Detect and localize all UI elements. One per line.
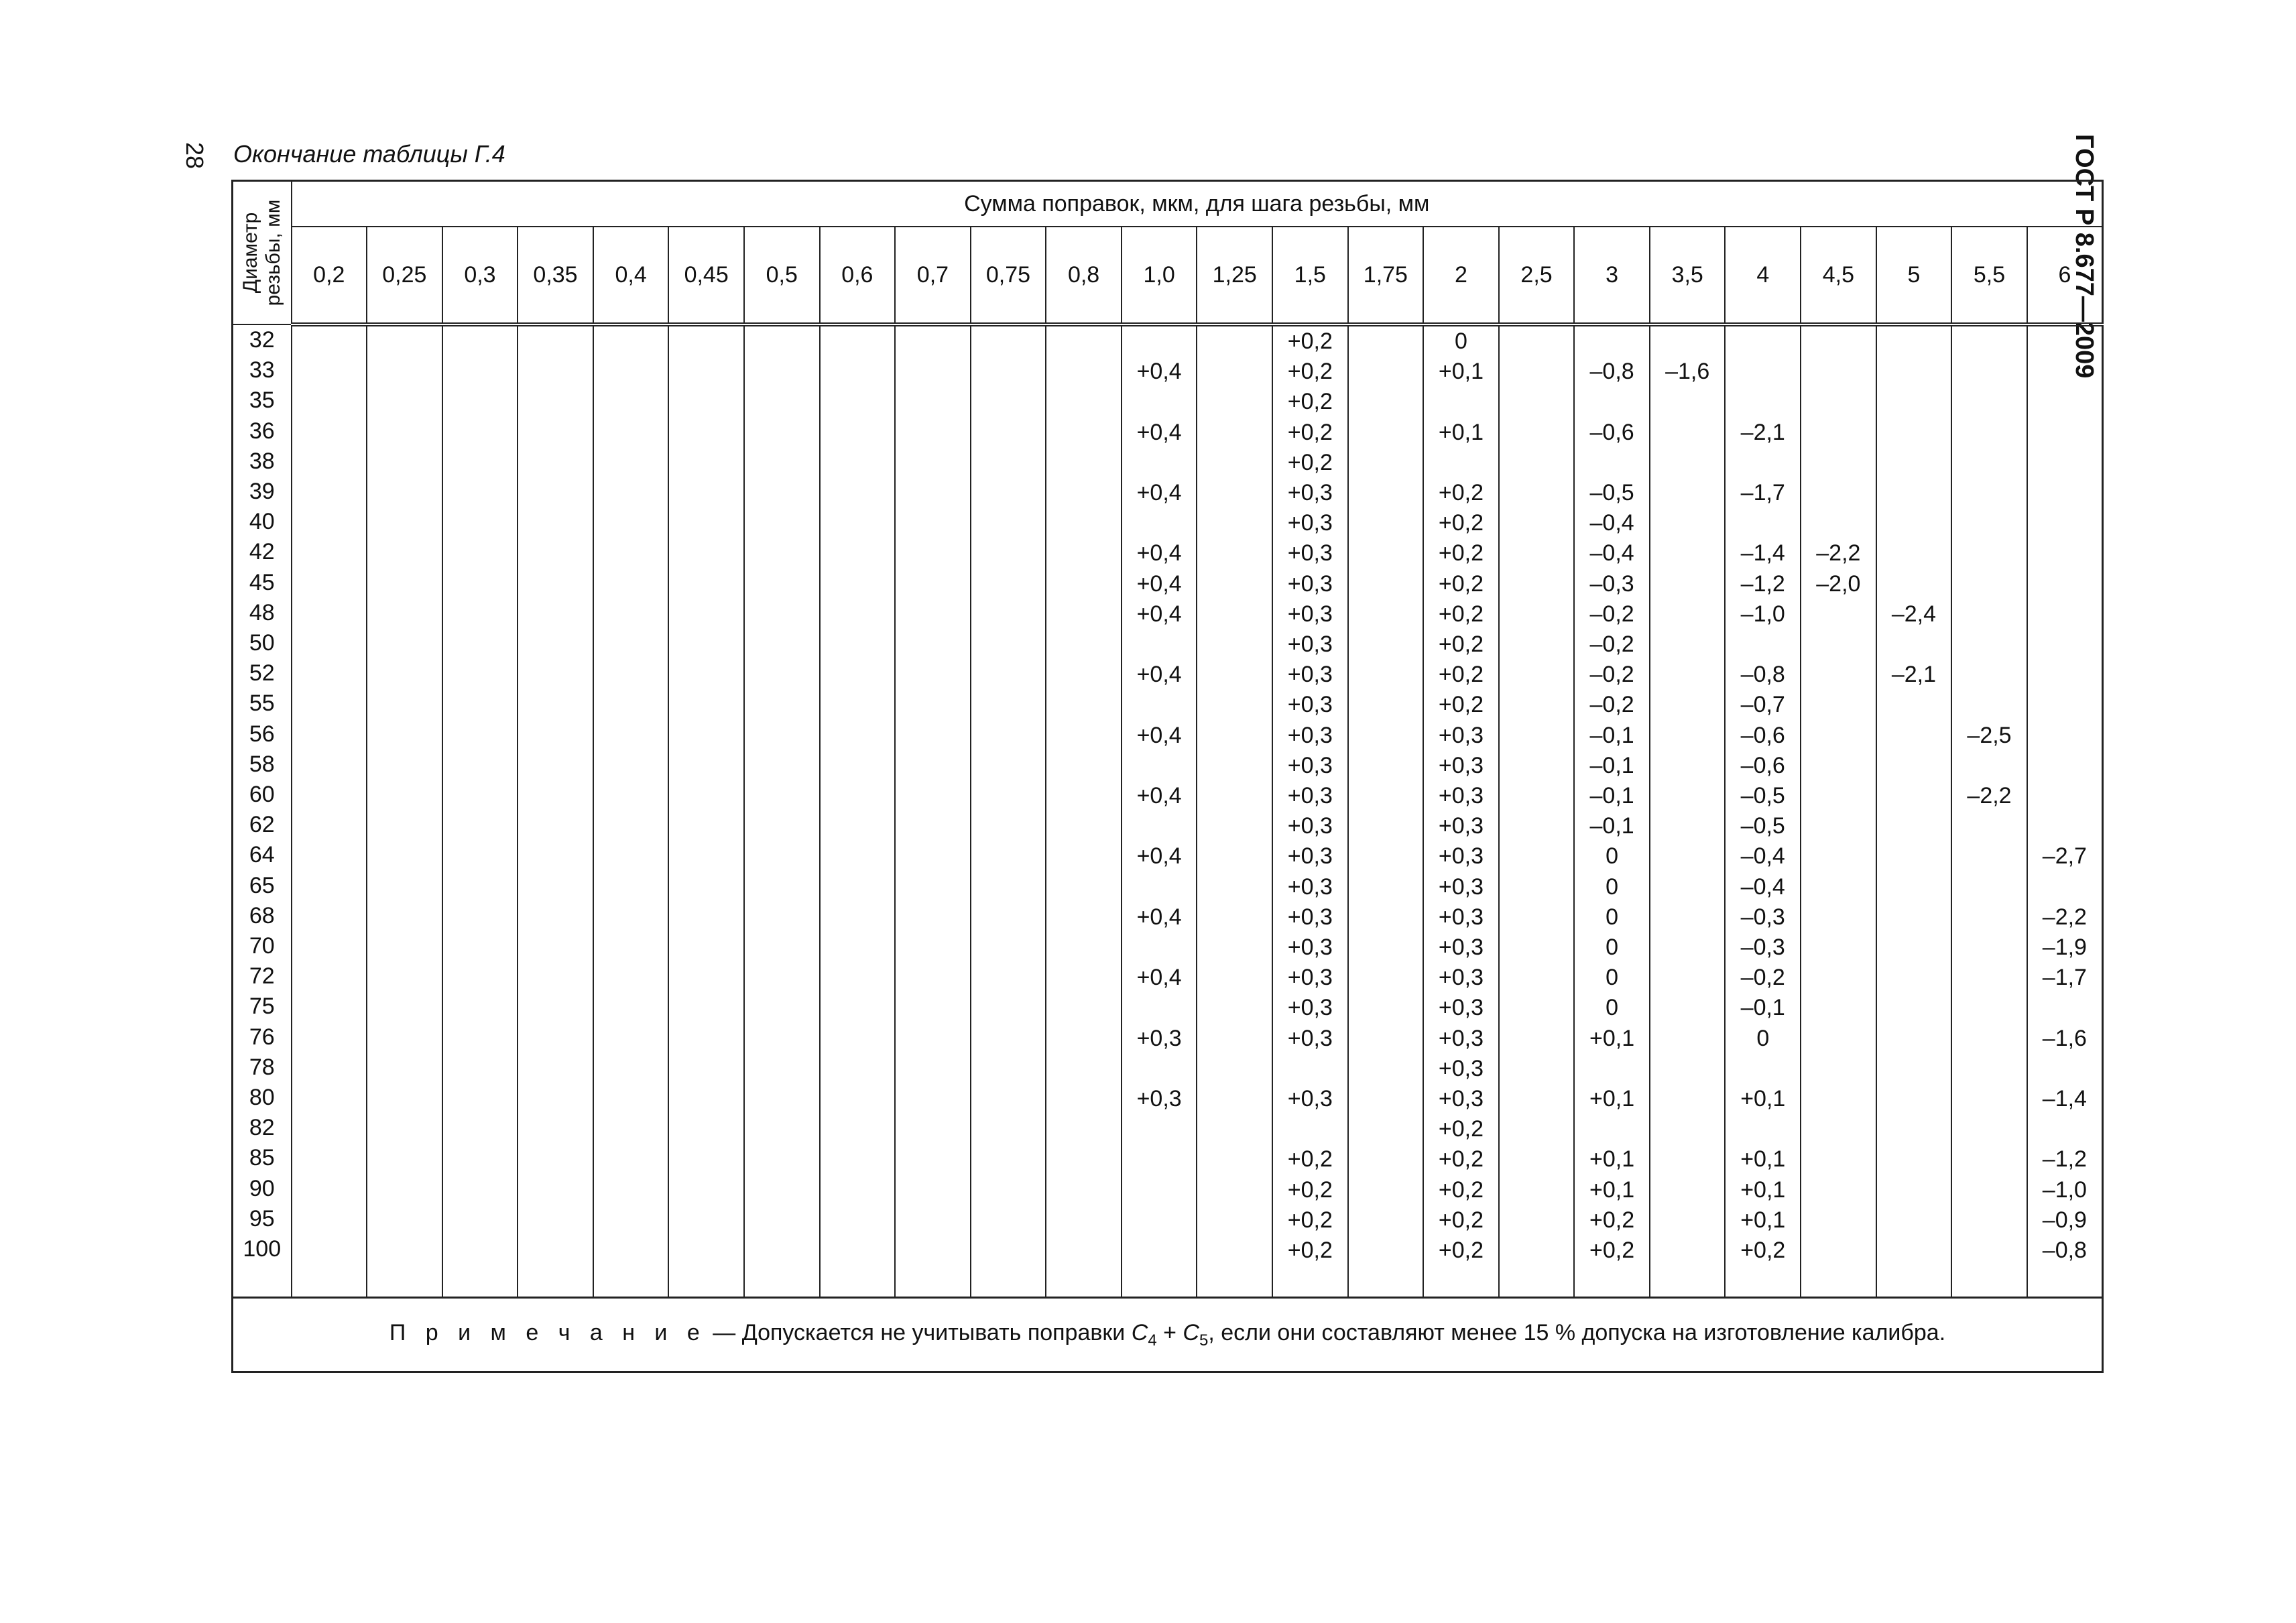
pitch-header-cell: 5,5 bbox=[1951, 227, 2027, 324]
pitch-group-header: Сумма поправок, мкм, для шага резьбы, мм bbox=[292, 181, 2103, 227]
pitch-header-cell: 0,8 bbox=[1046, 227, 1122, 324]
pitch-column bbox=[1951, 324, 2027, 1298]
column-values: –2,2 –2,0 bbox=[1816, 540, 1861, 597]
pitch-header-cell: 2 bbox=[1423, 227, 1499, 324]
pitch-column bbox=[518, 324, 593, 1298]
pitch-column bbox=[1801, 324, 1876, 1298]
note-var-c5: C bbox=[1183, 1319, 1199, 1345]
column-values: 0 +0,1 +0,1 +0,2 +0,2 +0,2 +0,2 +0,2 +0,2 +0,2 +0,2 +0,3 +0,3 +0,3 +0,3 +0,3 +0,3 +0,3 +0,3 +0,3 +0,3 +0,3 +0,3 +0,3 +0,2 +0,2 +0,2 +0,2 +0,2 bbox=[1438, 328, 1484, 1264]
pitch-header-cell: 0,35 bbox=[518, 227, 593, 324]
pitch-header-row bbox=[233, 227, 2103, 324]
pitch-column bbox=[1348, 324, 1424, 1298]
pitch-column bbox=[820, 324, 896, 1298]
pitch-header-cell: 4 bbox=[1725, 227, 1801, 324]
note-label: П р и м е ч а н и е bbox=[389, 1319, 707, 1345]
pitch-header-cell: 0,7 bbox=[895, 227, 971, 324]
pitch-header-cell: 1,25 bbox=[1197, 227, 1272, 324]
note-row bbox=[233, 1298, 2103, 1372]
pitch-column bbox=[1574, 324, 1650, 1298]
note-sub-5: 5 bbox=[1199, 1331, 1209, 1349]
pitch-header-cell: 0,2 bbox=[292, 227, 367, 324]
pitch-header-cell: 0,4 bbox=[593, 227, 669, 324]
pitch-header-cell: 1,0 bbox=[1122, 227, 1197, 324]
pitch-header-cell: 0,3 bbox=[442, 227, 518, 324]
pitch-column bbox=[292, 324, 367, 1298]
pitch-column bbox=[1272, 324, 1348, 1298]
note-sub-4: 4 bbox=[1148, 1331, 1157, 1349]
pitch-column bbox=[668, 324, 744, 1298]
table-note bbox=[233, 1298, 2103, 1372]
column-values: –2,7 –2,2 –1,9 –1,7 –1,6 –1,4 –1,2 –1,0 –0,9 –0,8 bbox=[2042, 843, 2087, 1264]
diameter-header bbox=[233, 181, 292, 325]
diameter-values: 32 33 35 36 38 39 40 42 45 48 50 52 55 56 58 60 62 64 65 68 70 72 75 76 78 80 82 85 90 95 100 bbox=[243, 327, 282, 1262]
pitch-header-cell: 5 bbox=[1876, 227, 1952, 324]
correction-table bbox=[231, 180, 2104, 1373]
pitch-column bbox=[1876, 324, 1952, 1298]
table-body-row bbox=[233, 324, 2103, 1298]
pitch-column bbox=[895, 324, 971, 1298]
pitch-column bbox=[1423, 324, 1499, 1298]
note-plus: + bbox=[1156, 1319, 1183, 1345]
table-caption: Окончание таблицы Г.4 bbox=[233, 140, 505, 168]
document-code-text: ГОСТ Р 8.677—2009 bbox=[2070, 134, 2098, 379]
pitch-header-cell: 2,5 bbox=[1499, 227, 1575, 324]
pitch-column bbox=[2027, 324, 2103, 1298]
column-values: –1,6 bbox=[1665, 359, 1710, 385]
pitch-column bbox=[1046, 324, 1122, 1298]
pitch-header-cell: 6 bbox=[2027, 227, 2103, 324]
note-text-before: — Допускается не учитывать поправки bbox=[706, 1319, 1132, 1345]
column-values: –2,4 –2,1 bbox=[1891, 601, 1937, 688]
pitch-header-cell: 0,25 bbox=[367, 227, 442, 324]
pitch-column bbox=[1650, 324, 1726, 1298]
pitch-column bbox=[593, 324, 669, 1298]
column-values: +0,4 +0,4 +0,4 +0,4 +0,4 +0,4 +0,4 +0,4 +0,4 +0,4 +0,4 +0,4 +0,3 +0,3 bbox=[1136, 359, 1182, 1112]
note-var-c4: C bbox=[1131, 1319, 1148, 1345]
pitch-column bbox=[1197, 324, 1272, 1298]
pitch-header-cell: 0,45 bbox=[668, 227, 744, 324]
pitch-column bbox=[744, 324, 820, 1298]
note-text-after: , если они составляют менее 15 % допуска на изготовление калибра. bbox=[1208, 1319, 1946, 1345]
column-values: –2,5 –2,2 bbox=[1967, 722, 2012, 809]
diameter-column bbox=[233, 324, 292, 1298]
page-number: 28 bbox=[181, 141, 208, 170]
pitch-header-cell: 1,75 bbox=[1348, 227, 1424, 324]
pitch-column bbox=[1725, 324, 1801, 1298]
diameter-header-text: Диаметр резьбы, мм bbox=[239, 199, 284, 306]
column-values: +0,2 +0,2 +0,2 +0,2 +0,2 +0,3 +0,3 +0,3 +0,3 +0,3 +0,3 +0,3 +0,3 +0,3 +0,3 +0,3 +0,3 +0,3 +0,3 +0,3 +0,3 +0,3 +0,3 +0,3 +0,3 +0,2 +0,2 +0,2 +0,2 bbox=[1287, 328, 1333, 1264]
pitch-header-cell: 1,5 bbox=[1272, 227, 1348, 324]
pitch-column bbox=[971, 324, 1046, 1298]
column-values: –2,1 –1,7 –1,4 –1,2 –1,0 –0,8 –0,7 –0,6 –0,6 –0,5 –0,5 –0,4 –0,4 –0,3 –0,3 –0,2 –0,1 0 +0,1 +0,1 +0,1 +0,1 +0,2 bbox=[1740, 419, 1786, 1264]
pitch-column bbox=[1499, 324, 1575, 1298]
pitch-header-cell: 0,6 bbox=[820, 227, 896, 324]
pitch-column bbox=[1122, 324, 1197, 1298]
pitch-header-cell: 3 bbox=[1574, 227, 1650, 324]
pitch-header-cell: 0,75 bbox=[971, 227, 1046, 324]
column-values: –0,8 –0,6 –0,5 –0,4 –0,4 –0,3 –0,2 –0,2 –0,2 –0,2 –0,1 –0,1 –0,1 –0,1 0 0 0 0 0 0 +0,1 +0,1 +0,1 +0,1 +0,2 +0,2 bbox=[1589, 359, 1635, 1264]
pitch-column bbox=[367, 324, 442, 1298]
pitch-column bbox=[442, 324, 518, 1298]
pitch-header-cell: 4,5 bbox=[1801, 227, 1876, 324]
pitch-header-cell: 0,5 bbox=[744, 227, 820, 324]
pitch-header-cell: 3,5 bbox=[1650, 227, 1726, 324]
